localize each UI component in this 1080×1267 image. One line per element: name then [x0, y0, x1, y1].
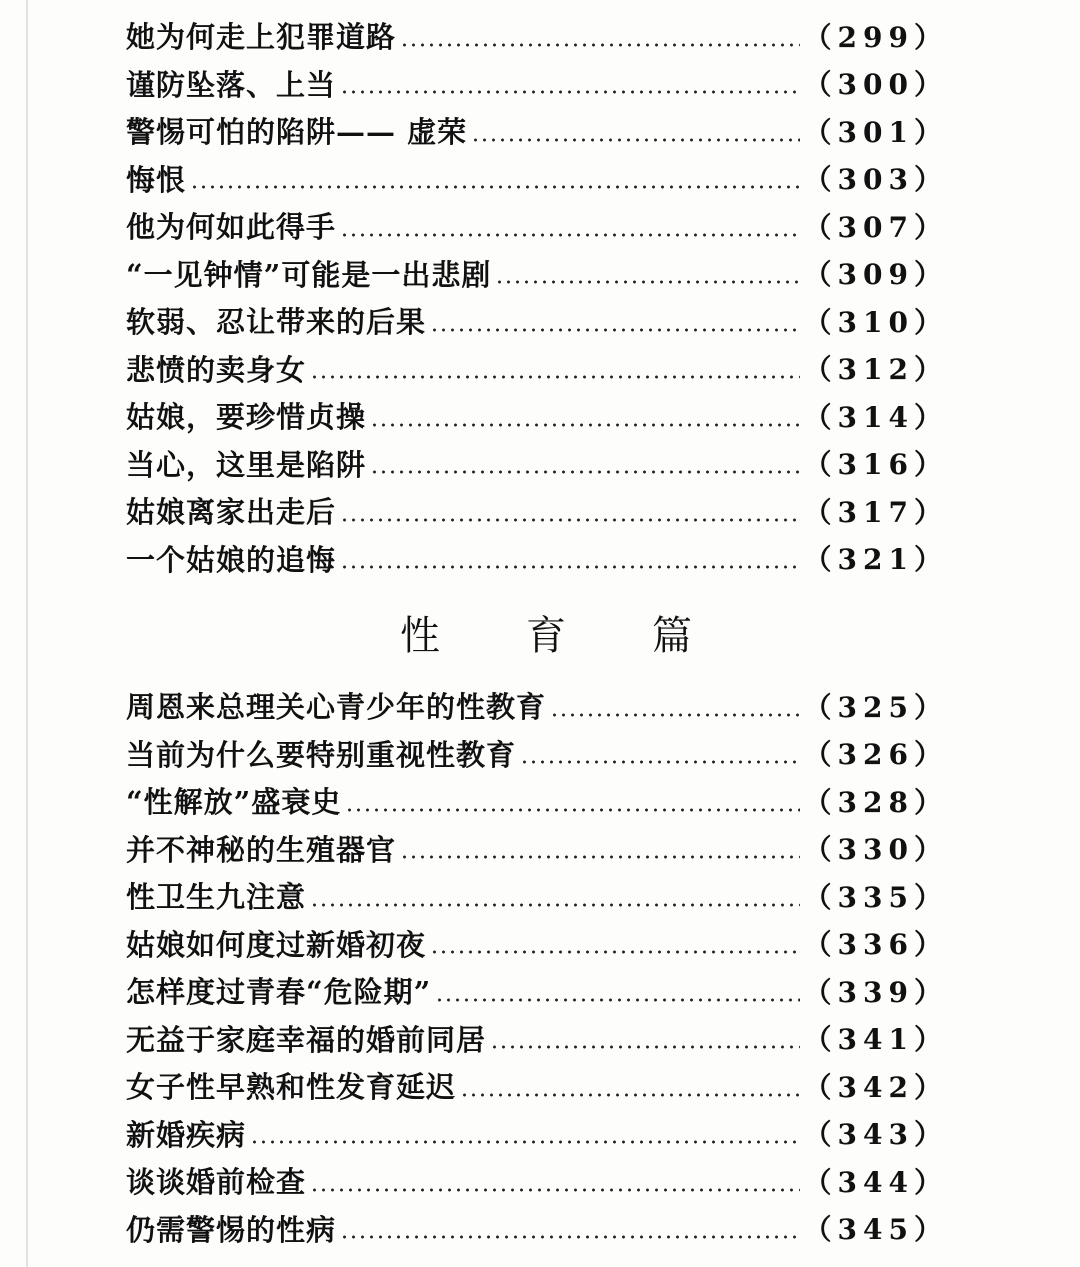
dot-leader: [490, 1045, 800, 1049]
toc-entry: [126, 157, 948, 205]
dot-leader: [550, 713, 800, 717]
toc-list-section-one: [126, 14, 948, 584]
toc-entry: [126, 442, 948, 490]
toc-entry: [126, 489, 948, 537]
dot-leader: [520, 760, 800, 764]
toc-entry-page: （328）: [803, 785, 948, 819]
toc-entry-page: （316）: [803, 448, 948, 482]
toc-entry: [126, 779, 948, 827]
section-heading: 性育篇: [400, 613, 778, 659]
toc-entry-title: 当前为什么要特别重视性教育: [126, 737, 517, 772]
toc-entry-title: “一见钟情”可能是一出悲剧: [126, 257, 492, 292]
toc-entry-page: （310）: [803, 305, 948, 339]
toc-entry-page: （330）: [803, 833, 948, 867]
toc-entry: [126, 14, 948, 62]
toc-entry-title: 一个姑娘的追悔: [126, 542, 337, 577]
toc-entry: [126, 1207, 948, 1255]
page-edge: [26, 0, 28, 1267]
toc-entry-page: （307）: [803, 210, 948, 244]
toc-entry-page: （300）: [803, 68, 948, 102]
dot-leader: [310, 375, 800, 379]
toc-entry-title: 无益于家庭幸福的婚前同居: [126, 1022, 487, 1057]
toc-entry: [126, 827, 948, 875]
toc-entry-page: （309）: [803, 258, 948, 292]
toc-entry-title: 姑娘离家出走后: [126, 495, 337, 530]
toc-entry: [126, 1159, 948, 1207]
toc-entry: [126, 109, 948, 157]
toc-entry-title: 她为何走上犯罪道路: [126, 20, 397, 55]
toc-entry: [126, 537, 948, 585]
toc-entry-title: 谈谈婚前检查: [126, 1165, 307, 1200]
toc-entry-page: （326）: [803, 738, 948, 772]
toc-entry-title: 软弱、忍让带来的后果: [126, 305, 427, 340]
dot-leader: [495, 280, 799, 284]
toc-entry-page: （343）: [803, 1118, 948, 1152]
toc-entry-page: （317）: [803, 495, 948, 529]
toc-entry-title: 仍需警惕的性病: [126, 1212, 337, 1247]
toc-entry-page: （301）: [803, 115, 948, 149]
toc-entry: [126, 62, 948, 110]
toc-entry-page: （314）: [803, 400, 948, 434]
toc-entry-title: 他为何如此得手: [126, 210, 337, 245]
dot-leader: [400, 43, 800, 47]
dot-leader: [340, 90, 800, 94]
toc-entry-title: 新婚疾病: [126, 1117, 247, 1152]
toc-entry: [126, 874, 948, 922]
toc-entry-title: 怎样度过青春“危险期”: [126, 975, 432, 1010]
toc-entry-page: （325）: [803, 690, 948, 724]
dot-leader: [370, 423, 800, 427]
toc-entry-title: 姑娘如何度过新婚初夜: [126, 927, 427, 962]
dot-leader: [340, 233, 800, 237]
toc-entry: [126, 252, 948, 300]
toc-entry-page: （299）: [803, 20, 948, 54]
dot-leader: [310, 1188, 800, 1192]
toc-entry-page: （339）: [803, 975, 948, 1009]
toc-entry: [126, 299, 948, 347]
toc-entry-title: 谨防坠落、上当: [126, 67, 337, 102]
toc-entry: [126, 1017, 948, 1065]
toc-entry-page: （312）: [803, 353, 948, 387]
toc-entry: [126, 347, 948, 395]
toc-entry: [126, 684, 948, 732]
toc-entry-page: （342）: [803, 1070, 948, 1104]
toc-entry-page: （341）: [803, 1023, 948, 1057]
toc-entry-page: （344）: [803, 1165, 948, 1199]
toc-entry-page: （321）: [803, 543, 948, 577]
toc-entry-title: 当心，这里是陷阱: [126, 447, 367, 482]
toc-entry-page: （303）: [803, 163, 948, 197]
dot-leader: [340, 1235, 800, 1239]
dot-leader: [370, 470, 800, 474]
toc-entry: [126, 922, 948, 970]
toc-entry-title: “性解放”盛衰史: [126, 785, 342, 820]
toc-entry-title: 悔恨: [126, 162, 187, 197]
toc-entry-title: 警惕可怕的陷阱—— 虚荣: [126, 115, 468, 150]
toc-entry-title: 姑娘，要珍惜贞操: [126, 400, 367, 435]
toc-entry: [126, 394, 948, 442]
dot-leader: [345, 808, 799, 812]
toc-entry-title: 周恩来总理关心青少年的性教育: [126, 690, 547, 725]
dot-leader: [430, 328, 800, 332]
toc-entry-title: 悲愤的卖身女: [126, 352, 307, 387]
toc-entry: [126, 204, 948, 252]
toc-entry: [126, 969, 948, 1017]
dot-leader: [340, 518, 800, 522]
toc-entry: [126, 1064, 948, 1112]
toc-entry: [126, 1112, 948, 1160]
dot-leader: [400, 855, 800, 859]
toc-entry-title: 并不神秘的生殖器官: [126, 832, 397, 867]
dot-leader: [430, 950, 800, 954]
toc-entry-page: （345）: [803, 1213, 948, 1247]
toc-entry-title: 女子性早熟和性发育延迟: [126, 1070, 457, 1105]
toc-entry-page: （335）: [803, 880, 948, 914]
dot-leader: [435, 998, 799, 1002]
dot-leader: [340, 565, 800, 569]
toc-entry: [126, 732, 948, 780]
toc-list-section-two: [126, 684, 948, 1254]
dot-leader: [190, 185, 800, 189]
toc-entry-page: （336）: [803, 928, 948, 962]
dot-leader: [250, 1140, 800, 1144]
dot-leader: [310, 903, 800, 907]
toc-entry-title: 性卫生九注意: [126, 880, 307, 915]
dot-leader: [460, 1093, 800, 1097]
dot-leader: [471, 138, 799, 142]
